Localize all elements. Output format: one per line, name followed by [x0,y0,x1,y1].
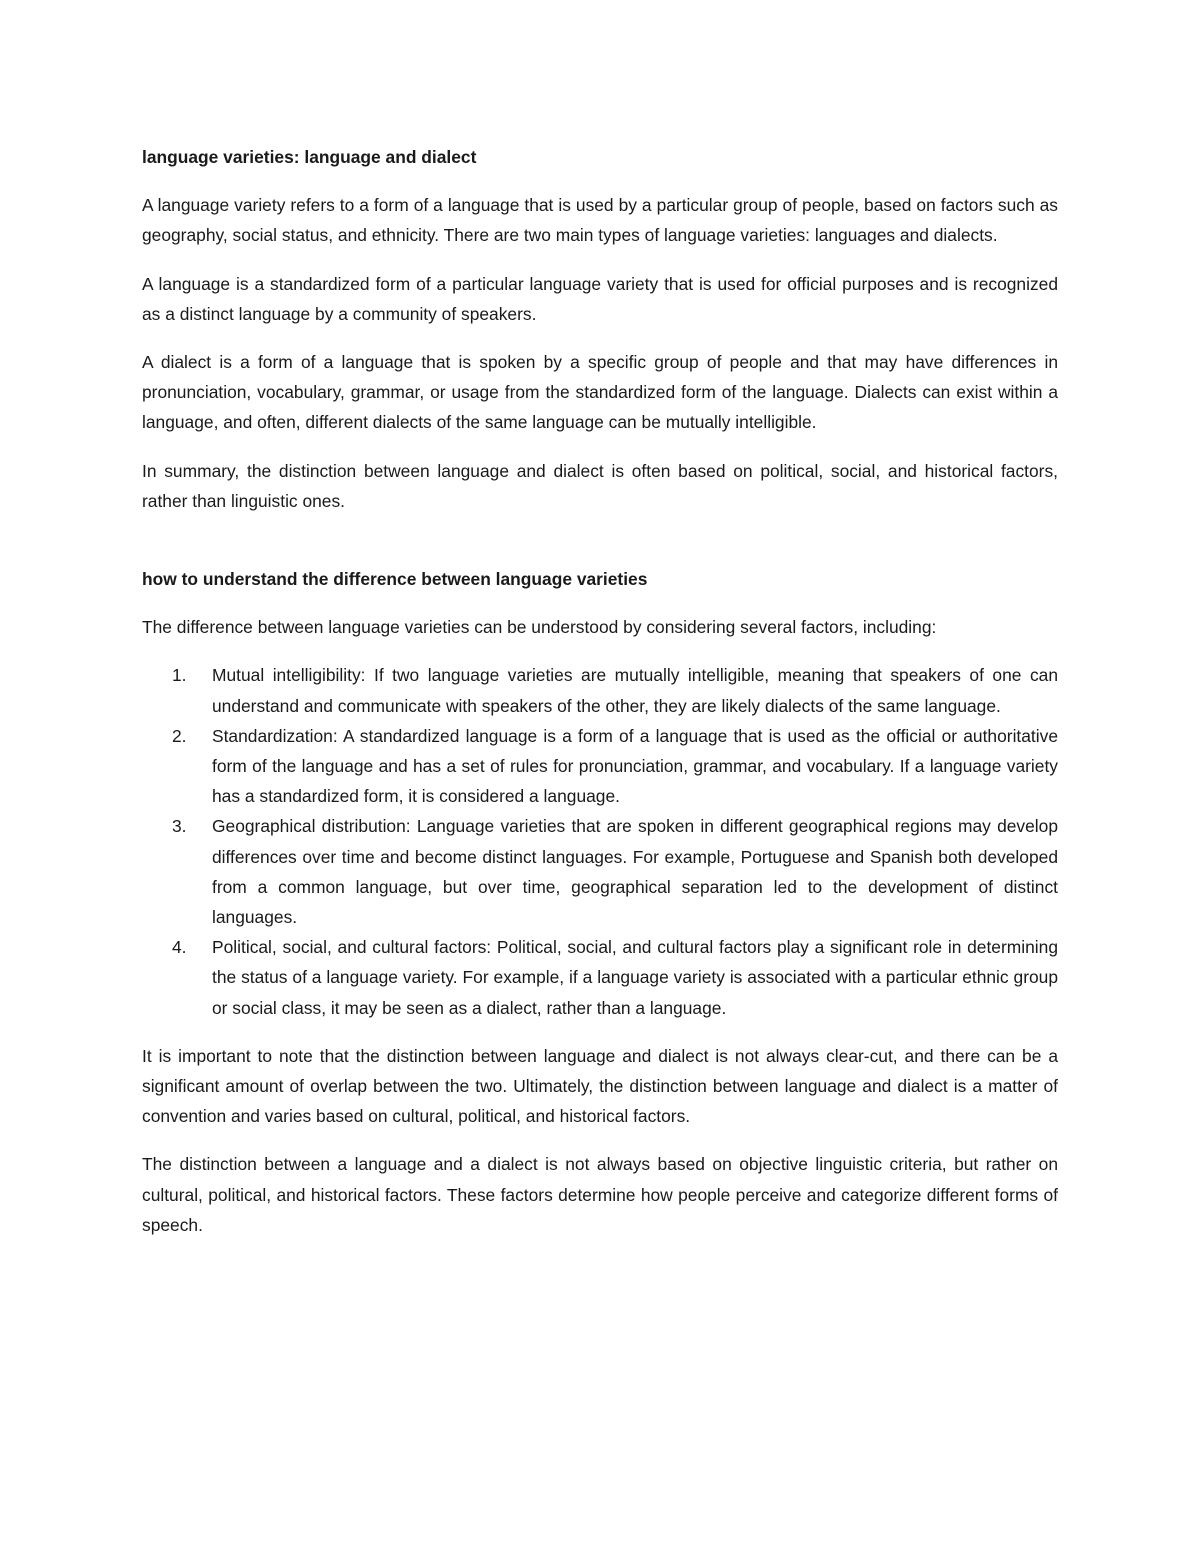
paragraph: It is important to note that the distinction between language and dialect is not always clear-cut, and there can be a significant amount of overlap between the two. Ultimately, the distinction between language and dialect is a matter of convention and varies based on cultural, political, and historical factors. [142,1045,1058,1127]
paragraph: A dialect is a form of a language that is spoken by a specific group of people and that may have differences in pronunciation, vocabulary, grammar, or usage from the standardized form of the language. Dialects can exist within a language, and often, different dialects of the same language can be mutually intelligible. [142,352,1058,433]
paragraph: A language is a standardized form of a particular language variety that is used for official purposes and is recognized as a distinct language by a community of speakers. [142,273,1058,324]
document-page [142,142,1058,1258]
list-item [142,660,1058,720]
list-item [142,932,1058,1023]
section-spacer [142,534,1058,564]
paragraph: In summary, the distinction between language and dialect is often based on political, social, and historical factors, rather than linguistic ones. [142,460,1058,511]
numbered-list [142,660,1058,1022]
paragraph: The difference between language varieties can be understood by considering several factors, including: [142,617,937,638]
section-heading: language varieties: language and dialect [142,147,477,167]
paragraph: A language variety refers to a form of a language that is used by a particular group of people, based on factors such as geography, social status, and ethnicity. There are two main types of language varieties: languages and dialects. [142,195,1058,246]
list-number: 1. [172,665,187,686]
list-item-text: Mutual intelligibility: If two language varieties are mutually intelligible, meaning that speakers of one can understand and communicate with speakers of the other, they are likely dialects of the same language. [212,665,1058,716]
paragraph: The distinction between a language and a dialect is not always based on objective linguistic criteria, but rather on cultural, political, and historical factors. These factors determine how people perceive and categorize different forms of speech. [142,1154,1058,1235]
list-number: 2. [172,725,187,746]
list-number: 4. [172,937,187,958]
list-item [142,811,1058,932]
list-number: 3. [172,816,187,837]
section-heading: how to understand the difference between language varieties [142,569,648,590]
list-item-text: Standardization: A standardized language is a form of a language that is used as the official or authoritative form of the language and has a set of rules for pronunciation, grammar, and vocabulary. If a language variety has a standardized form, it is considered a language. [212,725,1058,807]
list-item-text: Geographical distribution: Language varieties that are spoken in different geographical regions may develop differences over time and become distinct languages. For example, Portuguese and Spanish both developed from a common language, but over time, geographical separation led to the development of distinct languages. [212,816,1058,928]
list-item [142,721,1058,812]
list-item-text: Political, social, and cultural factors: Political, social, and cultural factors play a significant role in determining the status of a language variety. For example, if a language variety is associated with a particular ethnic group or social class, it may be seen as a dialect, rather than a language. [212,937,1058,1018]
